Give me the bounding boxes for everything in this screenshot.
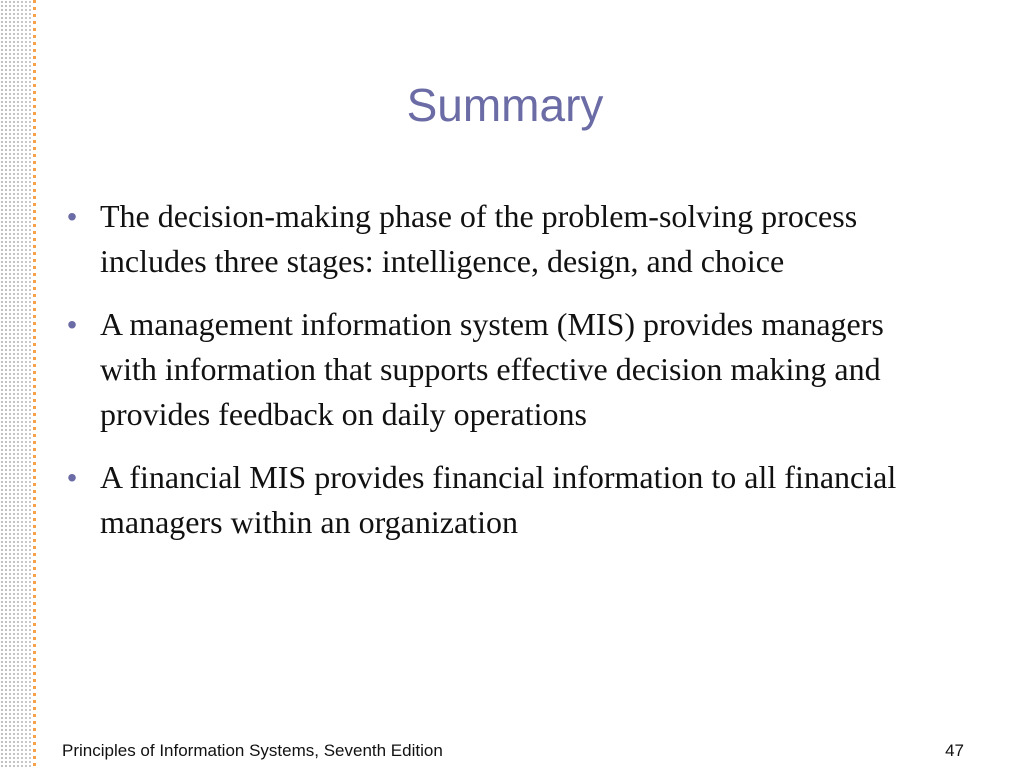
bullet-icon: • bbox=[67, 462, 77, 493]
bullet-icon: • bbox=[67, 309, 77, 340]
bullet-text: A financial MIS provides financial information to all financial managers within an organization bbox=[100, 459, 897, 540]
page-number: 47 bbox=[945, 741, 964, 760]
bullet-item bbox=[60, 302, 940, 437]
slide-content bbox=[60, 194, 940, 563]
footer-book-title: Principles of Information Systems, Seventh Edition bbox=[62, 741, 443, 760]
bullet-text: A management information system (MIS) provides managers with information that supports effective decision making and provides feedback on daily operations bbox=[100, 306, 884, 432]
bullet-text: The decision-making phase of the problem-solving process includes three stages: intelligence, design, and choice bbox=[100, 198, 858, 279]
bullet-icon: • bbox=[67, 201, 77, 232]
bullet-item bbox=[60, 194, 940, 284]
bullet-list bbox=[60, 194, 940, 545]
slide-title: Summary bbox=[406, 79, 604, 131]
bullet-item bbox=[60, 455, 940, 545]
